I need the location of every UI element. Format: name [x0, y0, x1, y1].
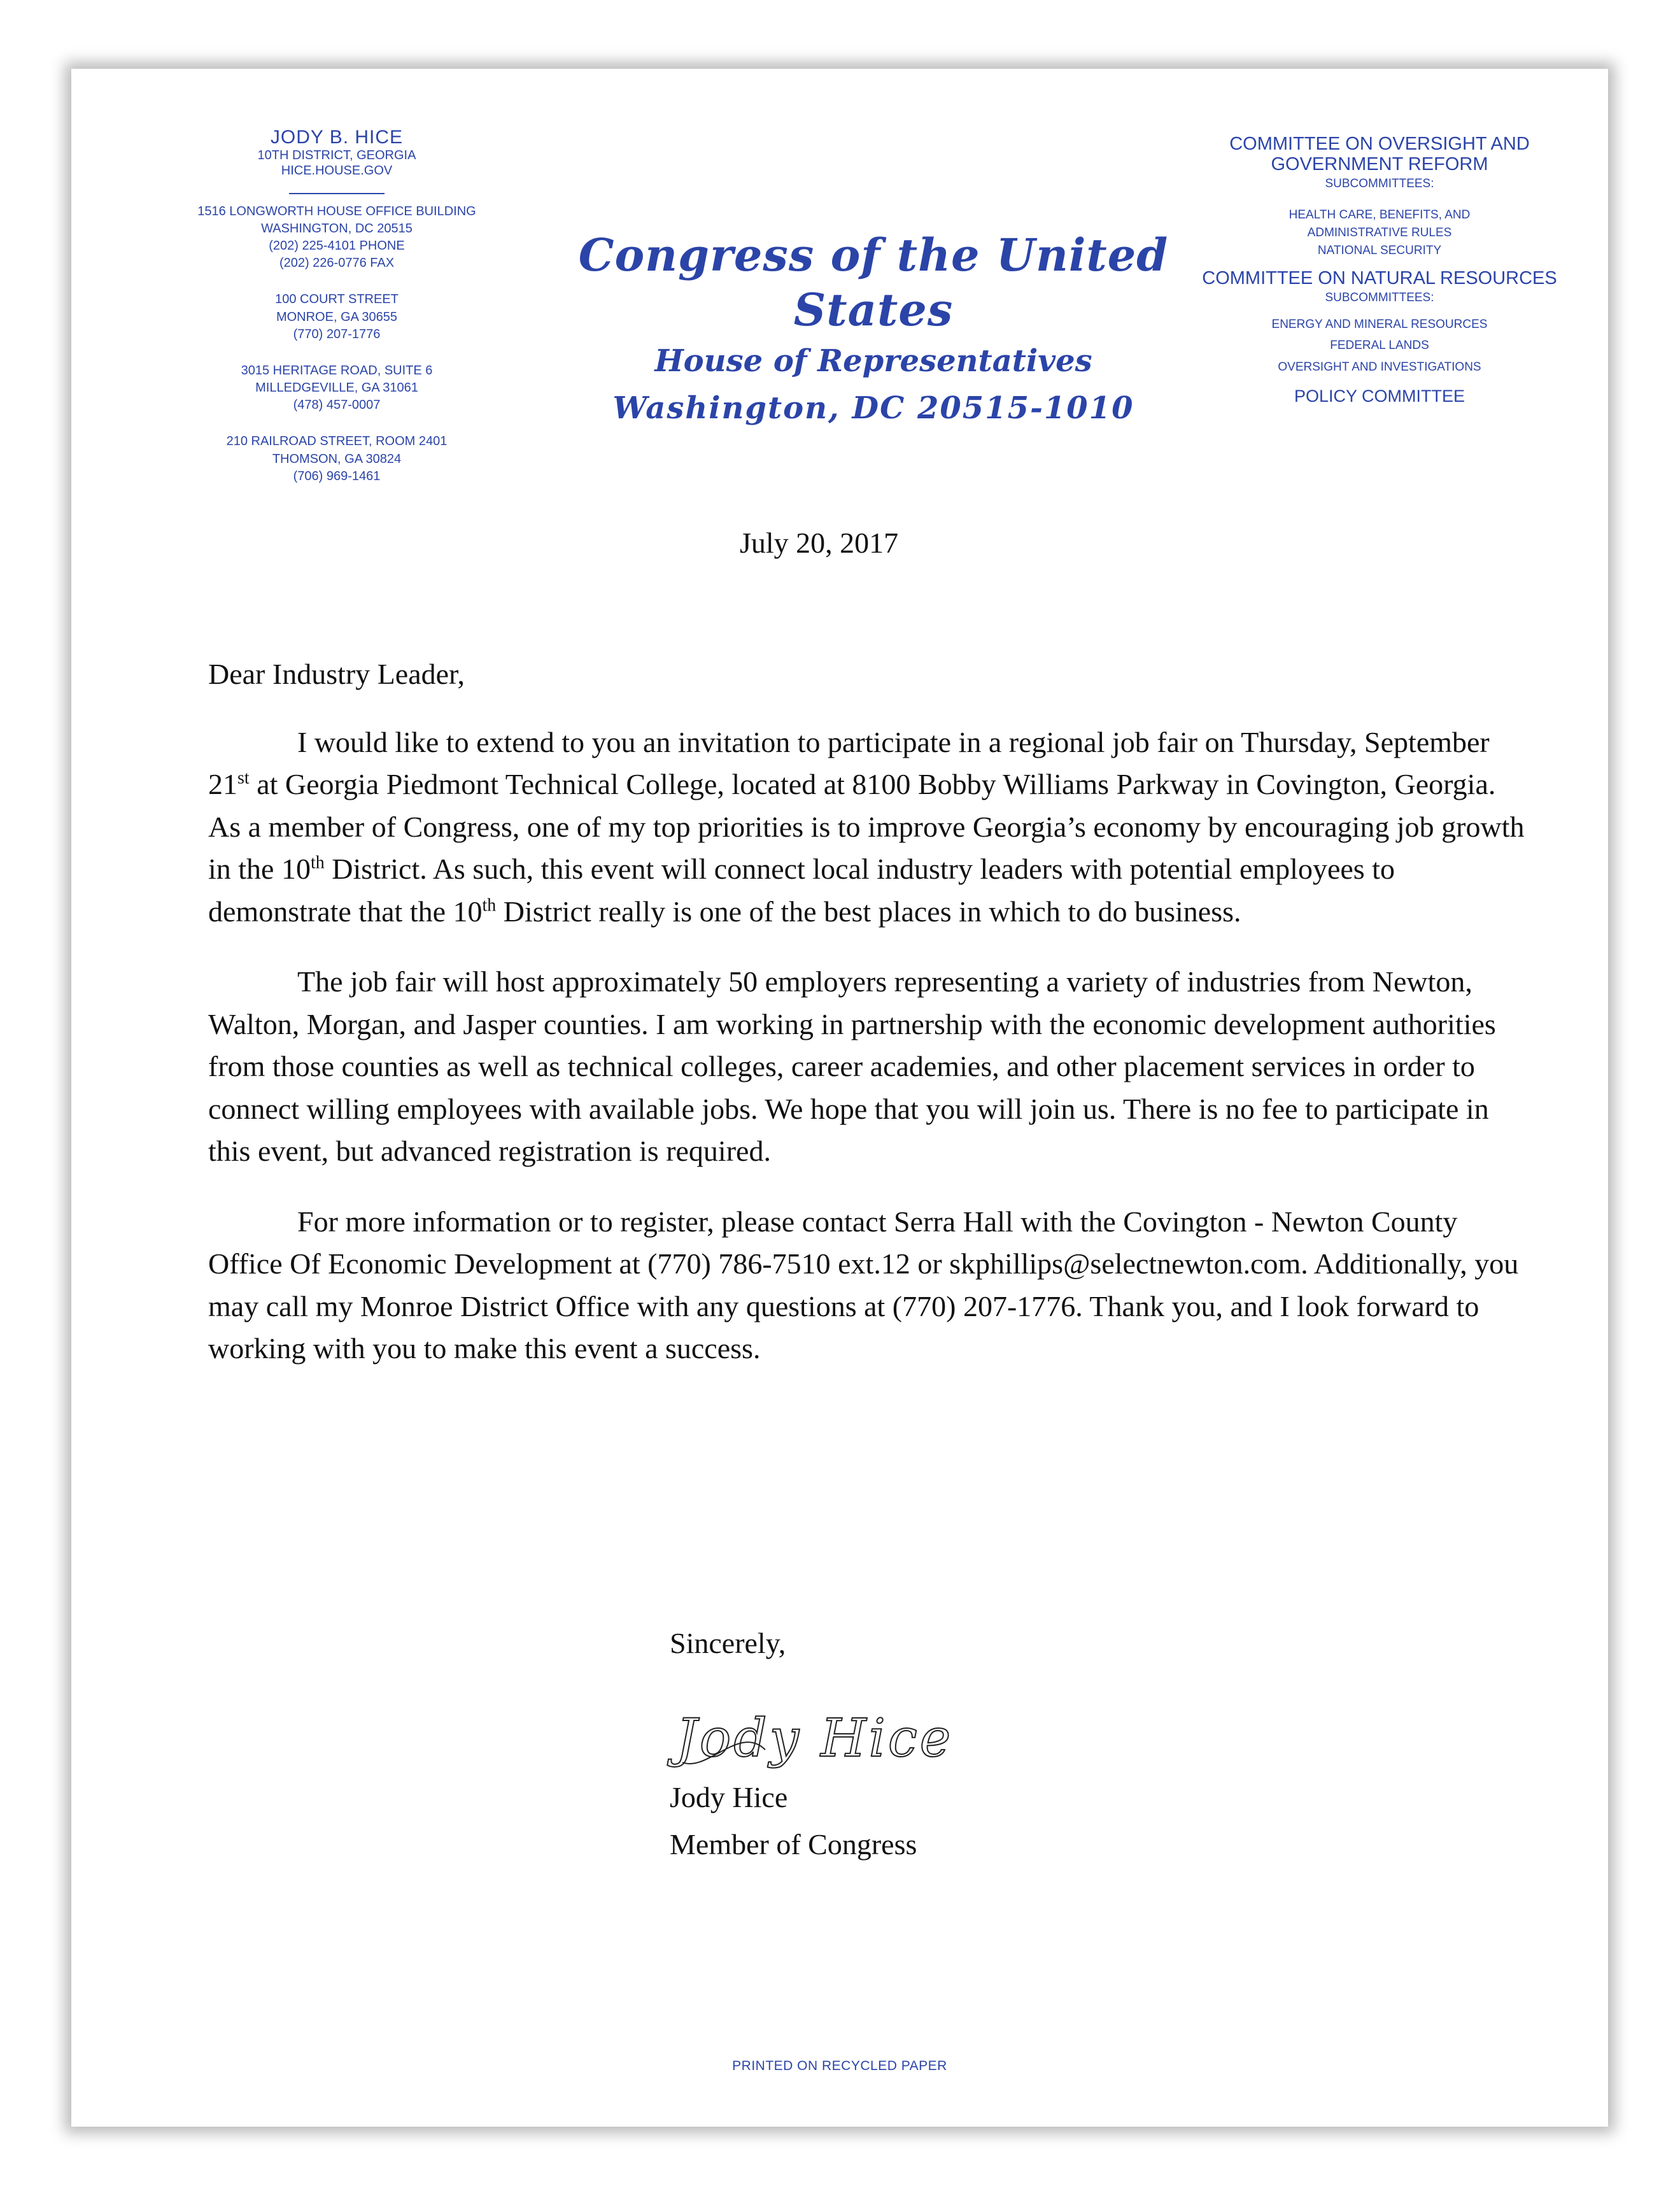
- header-divider: [289, 193, 385, 194]
- paragraph-3: For more information or to register, please contact Serra Hall with the Covington - Newton County Office Of Economic Development at (770) 786-7510 ext.12 or skphillips@selectnewton.com. Additionally, you may call my Monroe District Office with any questions at (770) 207-1776. Thank you, and I look forward to working with you to make this event a success.: [208, 1205, 1519, 1365]
- member-website: HICE.HOUSE.GOV: [281, 163, 393, 178]
- letter-body: [208, 653, 1526, 1398]
- office-address-dc: 1516 LONGWORTH HOUSE OFFICE BUILDING WASHINGTON, DC 20515 (202) 225-4101 PHONE (202) 226-0776 FAX: [197, 204, 476, 271]
- signature-block: [670, 1774, 917, 1868]
- subcommittee-item: ENERGY AND MINERAL RESOURCES: [1271, 318, 1488, 332]
- subcommittee-item: NATIONAL SECURITY: [1317, 243, 1442, 257]
- right-letterhead: [1166, 134, 1593, 406]
- paragraph-2: The job fair will host approximately 50 employers representing a variety of industries from Newton, Walton, Morgan, and Jasper counties. I am working in partnership with the economic development authorities from those counties as well as technical colleges, career academies, and other placement services in order to connect willing employees with available jobs. We hope that you will join us. There is no fee to participate in this event, but advanced registration is required.: [208, 965, 1496, 1167]
- committee-policy: POLICY COMMITTEE: [1294, 386, 1465, 406]
- congress-title: Congress of the United States: [578, 229, 1169, 336]
- letter-page: [71, 69, 1608, 2127]
- letter-date: July 20, 2017: [740, 527, 899, 559]
- house-address: Washington, DC 20515-1010: [612, 390, 1134, 426]
- salutation: Dear Industry Leader,: [208, 658, 465, 690]
- footer-note: PRINTED ON RECYCLED PAPER: [732, 2059, 947, 2073]
- committee-oversight: COMMITTEE ON OVERSIGHT AND GOVERNMENT REFORM: [1229, 134, 1530, 175]
- office-address-thomson: 210 RAILROAD STREET, ROOM 2401 THOMSON, GA 30824 (706) 969-1461: [226, 434, 448, 483]
- left-letterhead: [104, 126, 569, 504]
- house-title: House of Representatives: [654, 343, 1092, 379]
- subcommittee-item: HEALTH CARE, BENEFITS, AND ADMINISTRATIVE RULES: [1288, 208, 1471, 240]
- committee-natural-resources: COMMITTEE ON NATURAL RESOURCES: [1202, 268, 1557, 289]
- office-address-milledgeville: 3015 HERITAGE ROAD, SUITE 6 MILLEDGEVILLE, GA 31061 (478) 457-0007: [241, 363, 433, 413]
- signature-image: [670, 1686, 954, 1782]
- signer-title: Member of Congress: [670, 1828, 917, 1861]
- closing: Sincerely,: [670, 1627, 786, 1659]
- member-name: JODY B. HICE: [270, 127, 404, 148]
- member-district: 10TH DISTRICT, GEORGIA: [257, 148, 416, 163]
- subcommittee-item: OVERSIGHT AND INVESTIGATIONS: [1278, 360, 1481, 374]
- signer-name: Jody Hice: [670, 1781, 788, 1813]
- subcommittees-label: SUBCOMMITTEES:: [1325, 290, 1434, 304]
- subcommittee-item: FEDERAL LANDS: [1330, 339, 1429, 353]
- subcommittees-label: SUBCOMMITTEES:: [1325, 176, 1434, 190]
- paragraph-1: I would like to extend to you an invitation to participate in a regional job fair on Thursday, September 21st at Georgia Piedmont Technical College, located at 8100 Bobby Williams Parkway in Covington, Georgia. As a member of Congress, one of my top priorities is to improve Georgia’s economy by encouraging job growth in the 10th District. As such, this event will connect local industry leaders with potential employees to demonstrate that the 10th District really is one of the best places in which to do business.: [208, 725, 1525, 928]
- signature-glyph: Jody Hice: [676, 1708, 954, 1769]
- center-letterhead: [517, 228, 1230, 432]
- office-address-monroe: 100 COURT STREET MONROE, GA 30655 (770) 207-1776: [275, 292, 399, 341]
